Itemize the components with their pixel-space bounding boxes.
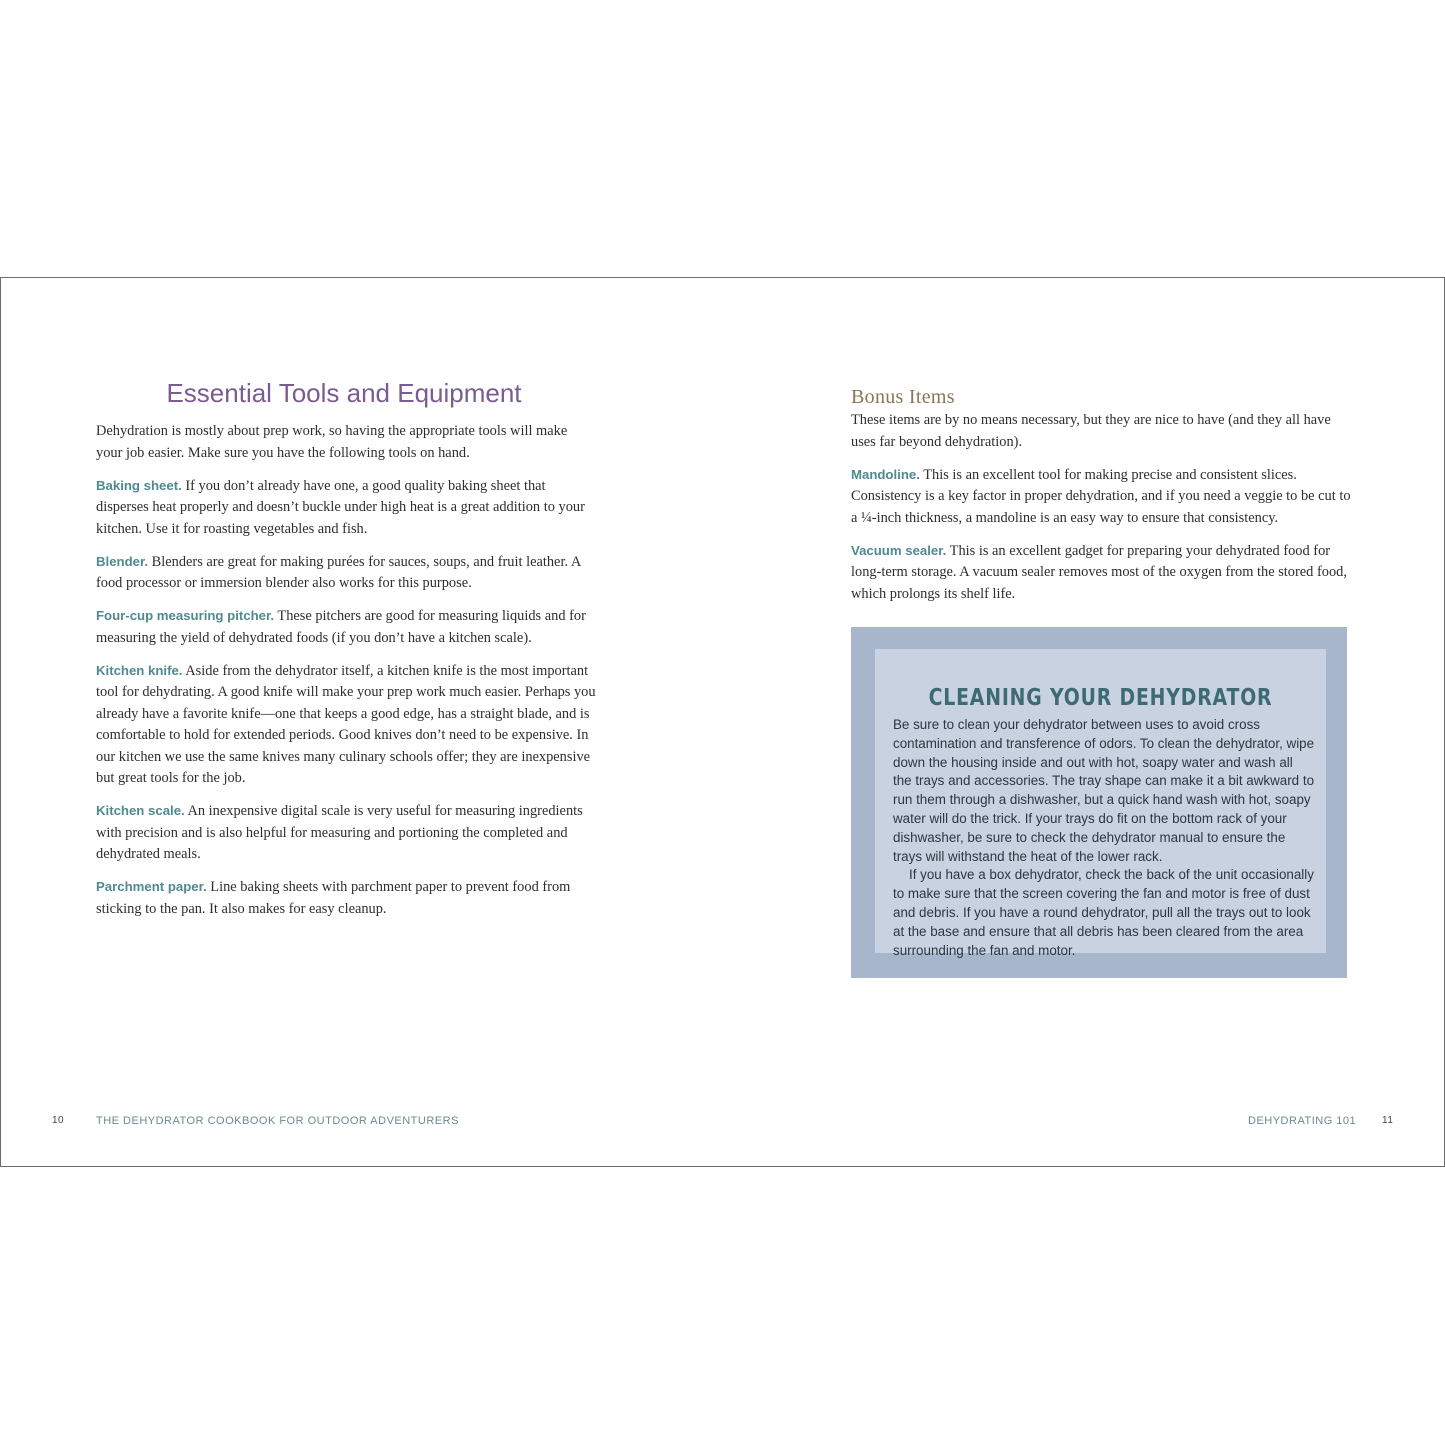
item-text: Blenders are great for making purées for sauces, soups, and fruit leather. A food processor or immersion blender also works for this purpose. [96, 553, 581, 591]
item-term: Kitchen knife. [96, 662, 183, 678]
item-term: Kitchen scale. [96, 803, 185, 818]
left-intro: Dehydration is mostly about prep work, so having the appropriate tools will make your job easier. Make sure you have the following tools on hand. [96, 423, 568, 461]
right-running-head: DEHYDRATING 101 [1248, 1115, 1357, 1127]
item-term: Four-cup measuring pitcher. [96, 608, 275, 623]
item-term: Blender. [96, 553, 149, 569]
item-text: Aside from the dehydrator itself, a kitchen knife is the most important tool for dehydrating. A good knife will make your prep work much easier. Perhaps you already have a favorite knife—one that keeps a good edge, has a straight blade, and is comfortable to hold for extended periods. Good knives don’t need to be expensive. In our kitchen we use the same knives many culinary schools offer; they are inexpensive but great tools for the job. [96, 662, 596, 786]
item-term: Parchment paper. [96, 879, 207, 894]
right-page-body [851, 410, 1351, 616]
item-text: Line baking sheets with parchment paper to prevent food from sticking to the pan. It also makes for easy cleanup. [96, 879, 571, 917]
item-term: Vacuum sealer. [851, 542, 947, 558]
sidebar-panel [875, 649, 1326, 958]
tool-item-kitchen-scale [96, 800, 596, 866]
right-page-title: Bonus Items [851, 386, 955, 408]
item-text: This is an excellent tool for making precise and consistent slices. Consistency is a key factor in proper dehydration, and if you need a veggie to be cut to a ¼-inch thickness, a mandoline is an easy way to ensure that consistency. [851, 466, 1351, 526]
tool-item-blender [96, 551, 596, 595]
sidebar-body [893, 716, 1315, 960]
left-page-body [96, 421, 596, 931]
item-text: An inexpensive digital scale is very useful for measuring ingredients with precision and is also helpful for measuring and portioning the completed and dehydrated meals. [96, 803, 583, 862]
item-text: These pitchers are good for measuring liquids and for measuring the yield of dehydrated foods (if you don’t have a kitchen scale). [96, 608, 586, 646]
tool-item-measuring-pitcher [96, 605, 596, 649]
left-page-number: 10 [52, 1115, 65, 1126]
sidebar-title: CLEANING YOUR DEHYDRATOR [928, 685, 1273, 711]
left-page-title: Essential Tools and Equipment [166, 378, 522, 408]
item-text: This is an excellent gadget for preparing your dehydrated food for long-term storage. A vacuum sealer removes most of the oxygen from the stored food, which prolongs its shelf life. [851, 542, 1347, 602]
sidebar-paragraph: Be sure to clean your dehydrator between uses to avoid cross contamination and transference of odors. To clean the dehydrator, wipe down the housing inside and out with hot, soapy water and wash all the trays and accessories. The tray shape can make it a bit awkward to run them through a dishwasher, but a quick hand wash with hot, soapy water will do the trick. If your trays do fit on the bottom rack of your dishwasher, be sure to check the dehydrator manual to ensure the trays will withstand the heat of the lower rack. [893, 717, 1315, 864]
tool-item-parchment-paper [96, 876, 596, 920]
bonus-item-vacuum-sealer [851, 540, 1351, 606]
item-text: If you don’t already have one, a good quality baking sheet that disperses heat properly and doesn’t buckle under high heat is a great addition to your kitchen. Use it for roasting vegetables and fish. [96, 477, 585, 537]
tool-item-baking-sheet [96, 475, 596, 541]
item-term: Mandoline. [851, 466, 920, 482]
bonus-item-mandoline [851, 464, 1351, 530]
item-term: Baking sheet. [96, 477, 182, 493]
cleaning-sidebar [851, 627, 1347, 978]
right-intro: These items are by no means necessary, but they are nice to have (and they all have uses far beyond dehydration). [851, 412, 1331, 450]
left-running-head: THE DEHYDRATOR COOKBOOK FOR OUTDOOR ADVENTURERS [96, 1115, 459, 1127]
sidebar-paragraph: If you have a box dehydrator, check the back of the unit occasionally to make sure that the screen covering the fan and motor is free of dust and debris. If you have a round dehydrator, pull all the trays out to look at the base and ensure that all debris has been cleared from the area surrounding the fan and motor. [893, 867, 1314, 958]
right-page-number: 11 [1382, 1115, 1394, 1126]
tool-item-kitchen-knife [96, 660, 596, 790]
